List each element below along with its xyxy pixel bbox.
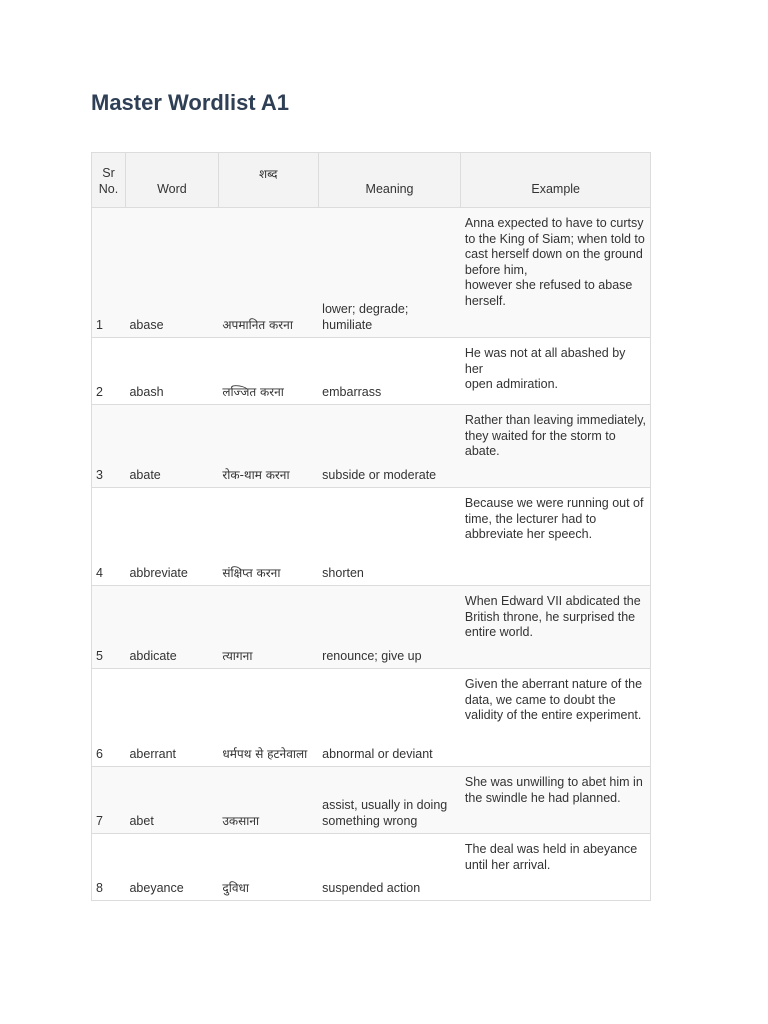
cell-sr-no: 1 (92, 208, 126, 338)
example-text: He was not at all abashed by her open admiration. (464, 346, 626, 391)
cell-meaning: abnormal or deviant (318, 669, 461, 767)
cell-hindi: त्यागना (218, 586, 318, 669)
cell-meaning: assist, usually in doing something wrong (318, 767, 461, 834)
cell-example (461, 405, 651, 488)
cell-example (461, 208, 651, 338)
cell-hindi: संक्षिप्त करना (218, 488, 318, 586)
example-text: Rather than leaving immediately, they waited for the storm to abate. (464, 413, 647, 458)
cell-hindi: लज्जित करना (218, 338, 318, 405)
cell-word: abeyance (125, 834, 218, 901)
cell-hindi: उकसाना (218, 767, 318, 834)
cell-meaning: embarrass (318, 338, 461, 405)
cell-word: abate (125, 405, 218, 488)
cell-word: aberrant (125, 669, 218, 767)
example-text: Because we were running out of time, the lecturer had to abbreviate her speech. (464, 496, 644, 541)
cell-word: abet (125, 767, 218, 834)
cell-sr-no: 2 (92, 338, 126, 405)
cell-example (461, 669, 651, 767)
cell-sr-no: 7 (92, 767, 126, 834)
table-row (92, 338, 651, 405)
cell-meaning: shorten (318, 488, 461, 586)
table-row (92, 767, 651, 834)
cell-hindi: रोक-थाम करना (218, 405, 318, 488)
cell-hindi: धर्मपथ से हटनेवाला (218, 669, 318, 767)
example-text: She was unwilling to abet him in the swindle he had planned. (464, 775, 643, 805)
cell-sr-no: 4 (92, 488, 126, 586)
header-hindi: शब्द (218, 153, 318, 208)
cell-sr-no: 5 (92, 586, 126, 669)
header-meaning: Meaning (318, 153, 461, 208)
cell-sr-no: 6 (92, 669, 126, 767)
page-title: Master Wordlist A1 (91, 90, 290, 115)
cell-example (461, 338, 651, 405)
wordlist-table (91, 152, 651, 901)
header-row (92, 153, 651, 208)
table-row (92, 208, 651, 338)
cell-word: abash (125, 338, 218, 405)
cell-example (461, 834, 651, 901)
cell-meaning: lower; degrade; humiliate (318, 208, 461, 338)
cell-example (461, 488, 651, 586)
example-text: When Edward VII abdicated the British throne, he surprised the entire world. (464, 594, 641, 639)
cell-hindi: दुविधा (218, 834, 318, 901)
cell-example (461, 586, 651, 669)
cell-sr-no: 8 (92, 834, 126, 901)
header-example: Example (461, 153, 651, 208)
table-row (92, 834, 651, 901)
cell-word: abdicate (125, 586, 218, 669)
example-text: The deal was held in abeyance until her arrival. (464, 842, 638, 872)
cell-meaning: subside or moderate (318, 405, 461, 488)
cell-sr-no: 3 (92, 405, 126, 488)
cell-hindi: अपमानित करना (218, 208, 318, 338)
header-sr-no: Sr No. (92, 153, 126, 208)
table-row (92, 405, 651, 488)
cell-meaning: renounce; give up (318, 586, 461, 669)
table-row (92, 488, 651, 586)
example-text: Anna expected to have to curtsy to the King of Siam; when told to cast herself down on the ground before him, however she refused to abase herself. (464, 216, 645, 308)
cell-word: abbreviate (125, 488, 218, 586)
cell-example (461, 767, 651, 834)
example-text: Given the aberrant nature of the data, we came to doubt the validity of the entire experiment. (464, 677, 643, 722)
cell-word: abase (125, 208, 218, 338)
table-row (92, 586, 651, 669)
cell-meaning: suspended action (318, 834, 461, 901)
table-row (92, 669, 651, 767)
header-word: Word (125, 153, 218, 208)
